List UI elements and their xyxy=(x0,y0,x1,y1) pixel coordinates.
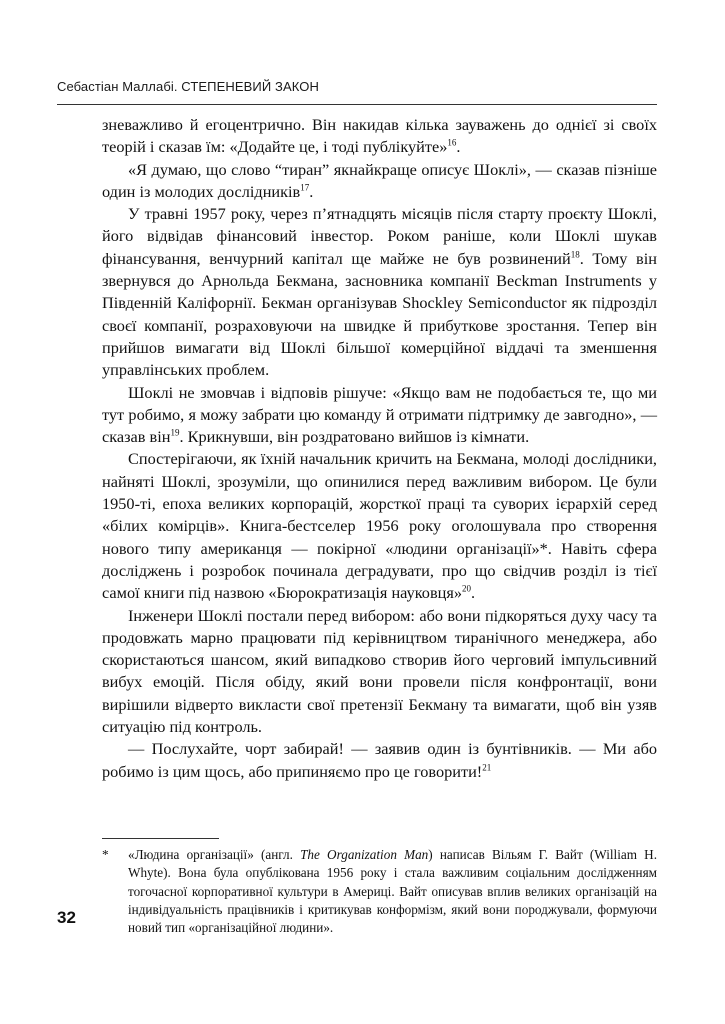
paragraph xyxy=(102,159,657,204)
paragraph xyxy=(102,114,657,159)
text-run: . xyxy=(309,181,314,201)
text-run: «Людина організації» (англ. xyxy=(128,847,301,862)
body-text xyxy=(102,114,657,783)
text-run: зневажливо й егоцентрично. Він накидав кілька зауважень до однієї зі своїх теорій і сказав їм: «Додайте це, і тоді публікуйте» xyxy=(102,115,657,157)
footnote-text xyxy=(128,846,657,937)
text-run: . xyxy=(456,137,461,157)
text-run: Спостерігаючи, як їхній начальник кричить на Бекмана, молоді дослідники, найняті Шоклі, зрозуміли, що опинилися перед важливим вибором. Це були 1950-ті, епоха великих корпорацій, жорсткої праці та суворих ієрархій серед «білих комірців». Книга-бестселер 1956 року оголошувала про створення нового типу американця — покірної «людини організації»*. Навіть сфера досліджень і розробок починала деградувати, про що свідчив розділ із тієї самої книги під назвою «Бюрократизація науковця» xyxy=(102,449,657,603)
footnote-ref: 19 xyxy=(170,427,180,438)
footnote-ref: 18 xyxy=(570,249,580,260)
footnote-ref: 16 xyxy=(447,137,457,148)
footnote-marker: * xyxy=(102,847,109,862)
text-run: . Крикнувши, він роздратовано вийшов із кімнати. xyxy=(179,427,530,447)
footnote-ref: 17 xyxy=(300,182,310,193)
paragraph xyxy=(102,448,657,604)
paragraph xyxy=(102,605,657,739)
text-run: У травні 1957 року, через п’ятнадцять місяців після старту проєкту Шоклі, його відвідав фінансовий інвестор. Роком раніше, коли Шоклі шукав фінансування, венчурний капітал ще майже не був розвинений xyxy=(102,204,657,268)
footnote-ref: 20 xyxy=(461,583,471,594)
paragraph xyxy=(102,203,657,381)
text-run: — Послухайте, чорт забирай! — заявив один із бунтівників. — Ми або робимо із цим щось, або припиняємо про це говорити! xyxy=(102,739,657,781)
text-run: Шоклі не змовчав і відповів рішуче: «Якщо вам не подобається те, що ми тут робимо, я можу забрати цю команду й отримати підтримку де завгодно», — сказав він xyxy=(102,382,657,447)
paragraph xyxy=(102,382,657,449)
header-rule xyxy=(57,104,657,105)
text-run: ) написав Вільям Г. Вайт (William H. Whyte). Вона була опублікована 1956 року і стала важливим соціальним дослідженням тогочасної корпоративної культури в Америці. Вайт описував вплив великих організацій на індивідуальність працівників і критикував конформізм, який вони породжували, формуючи новий тип «організаційної людини». xyxy=(128,847,657,936)
text-run: . Тому він звернувся до Арнольда Бекмана, засновника компанії Beckman Instruments у Південній Каліфорнії. Бекман організував Shockley Semiconductor як підрозділ своєї компанії, розраховуючи на швидке й прибуткове зростання. Тепер він прийшов вимагати від Шоклі більшої комерційної віддачі та зменшення управлінських проблем. xyxy=(102,248,657,380)
text-run: Інженери Шоклі постали перед вибором: або вони підкоряться духу часу та продовжать марно працювати під керівництвом тиранічного менеджера, або скористаються шансом, який випадково створив його черговий імпульсивний вибух емоцій. Після обіду, який вони провели після конфронтації, вони вирішили відверто викласти свої претензії Бекману та вимагати, щоб він узяв ситуацію під контроль. xyxy=(102,605,657,737)
italic-title: The Organization Man xyxy=(300,847,429,862)
text-run: «Я думаю, що слово “тиран” якнайкраще описує Шоклі», — сказав пізніше один із молодих дослідників xyxy=(102,159,657,201)
text-run: . xyxy=(470,583,476,603)
footnote-ref: 21 xyxy=(482,762,492,773)
running-head: Себастіан Маллабі. СТЕПЕНЕВИЙ ЗАКОН xyxy=(57,79,319,94)
footnote-rule xyxy=(102,838,219,839)
page-number: 32 xyxy=(57,908,76,927)
paragraph xyxy=(102,738,657,783)
footnote xyxy=(102,846,657,937)
